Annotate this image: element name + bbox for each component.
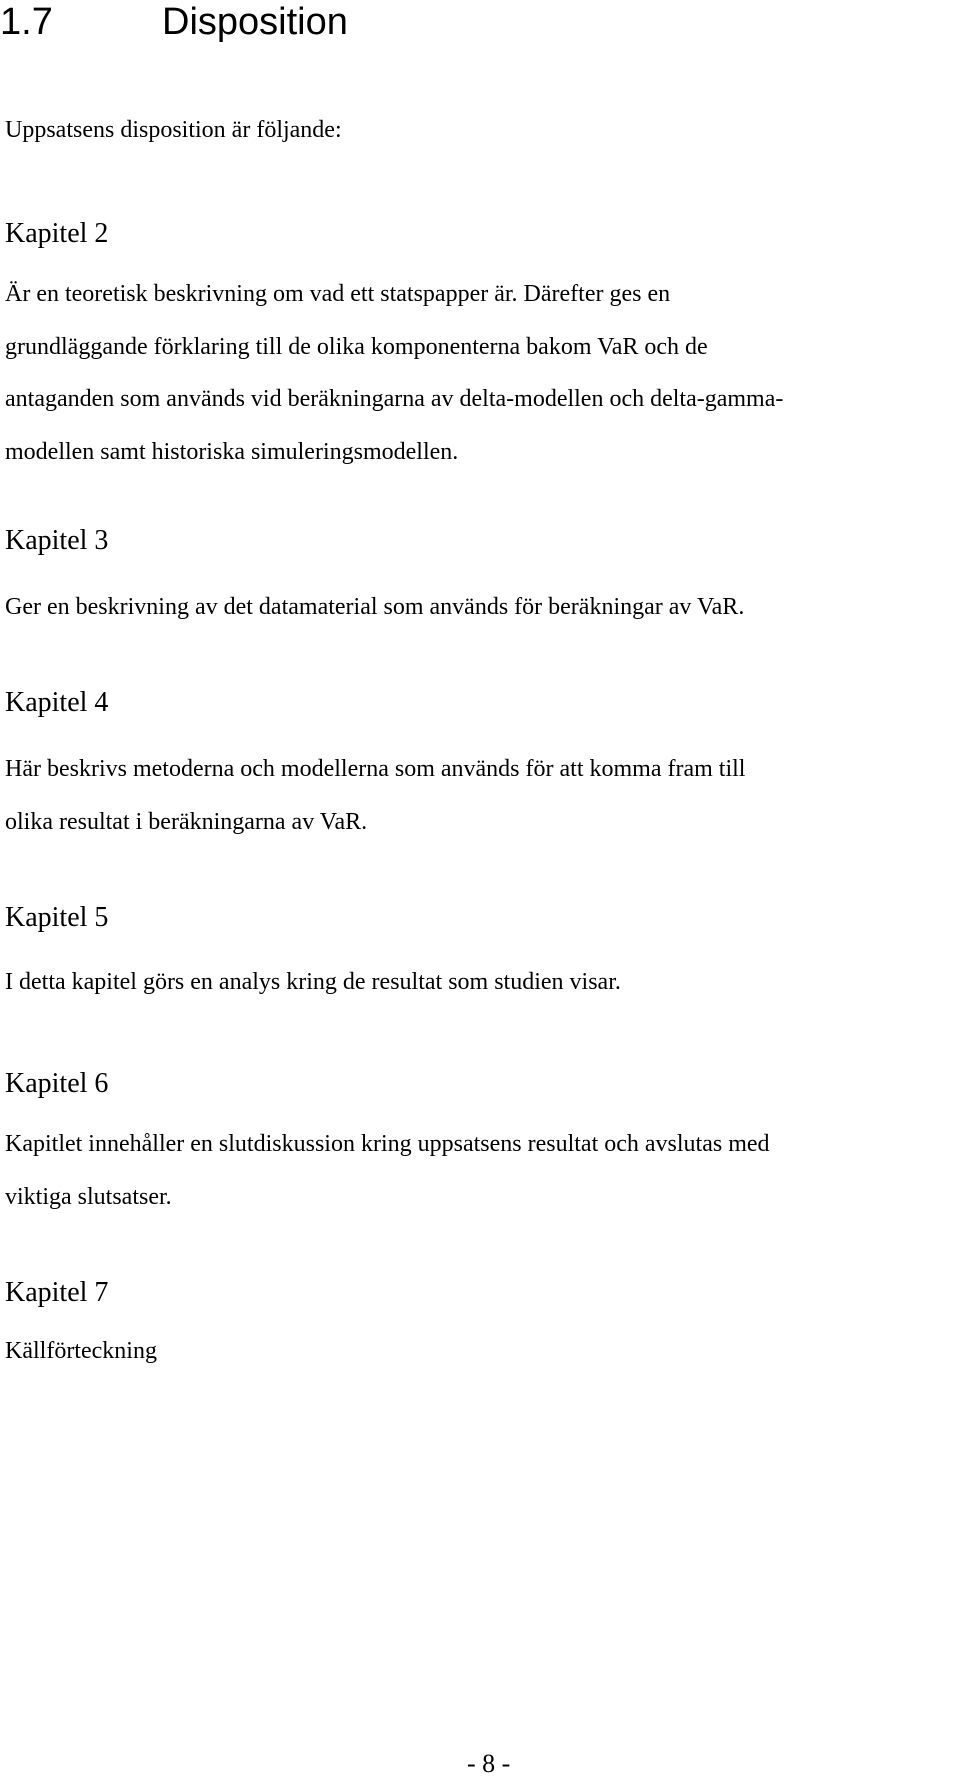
chapter-title-4: Kapitel 4 — [5, 687, 109, 718]
chapter-body-7 — [5, 1325, 945, 1378]
section-title: Disposition — [162, 1, 348, 43]
section-number: 1.7 — [0, 1, 53, 43]
chapter-5-line-1: I detta kapitel görs en analys kring de resultat som studien visar. — [5, 969, 621, 995]
chapter-body-6 — [5, 1118, 945, 1223]
chapter-body-4 — [5, 743, 945, 848]
chapter-4-line-1: Här beskrivs metoderna och modellerna som används för att komma fram till — [5, 756, 746, 782]
chapter-6-line-2: viktiga slutsatser. — [5, 1183, 172, 1210]
chapter-title-7: Kapitel 7 — [5, 1277, 109, 1308]
chapter-body-3 — [5, 581, 945, 634]
chapter-2-line-2: grundläggande förklaring till de olika komponenterna bakom VaR och de — [5, 333, 708, 360]
intro-text: Uppsatsens disposition är följande: — [5, 117, 342, 143]
chapter-body-2 — [5, 268, 945, 478]
chapter-2-line-4: modellen samt historiska simuleringsmodellen. — [5, 438, 459, 465]
page-number: - 8 - — [467, 1749, 511, 1778]
chapter-4-line-2: olika resultat i beräkningarna av VaR. — [5, 808, 368, 835]
chapter-2-line-1: Är en teoretisk beskrivning om vad ett statspapper är. Därefter ges en — [5, 281, 671, 307]
chapter-body-5 — [5, 956, 945, 1009]
chapter-7-line-1: Källförteckning — [5, 1338, 157, 1364]
chapter-3-line-1: Ger en beskrivning av det datamaterial som används för beräkningar av VaR. — [5, 594, 745, 620]
chapter-title-3: Kapitel 3 — [5, 525, 109, 556]
chapter-2-line-3: antaganden som används vid beräkningarna av delta-modellen och delta-gamma- — [5, 386, 784, 412]
chapter-6-line-1: Kapitlet innehåller en slutdiskussion kring uppsatsens resultat och avslutas med — [5, 1131, 770, 1157]
chapter-title-6: Kapitel 6 — [5, 1068, 109, 1099]
chapter-title-5: Kapitel 5 — [5, 902, 109, 933]
chapter-title-2: Kapitel 2 — [5, 218, 109, 249]
